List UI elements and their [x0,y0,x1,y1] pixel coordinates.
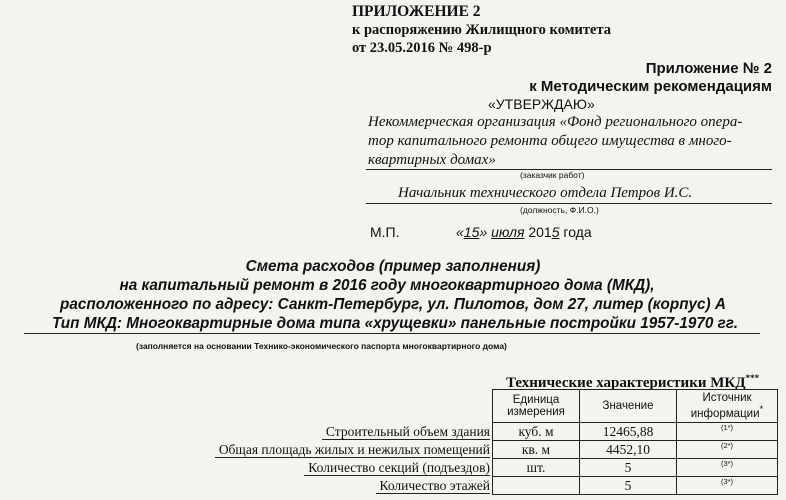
row-label-cell [14,477,493,495]
table-header-row [14,390,778,423]
date-month: июля [491,224,525,240]
table-row [14,459,778,477]
attachment-reference: к Методическим рекомендациям [529,78,772,95]
row-label: Общая площадь жилых и нежилых помещений [215,442,490,458]
appendix-heading: ПРИЛОЖЕНИЕ 2 [352,3,481,20]
column-header-source [677,390,778,423]
row-value: 5 [580,477,677,495]
column-source-label: Источник информации [690,392,760,420]
signatory-caption: (должность, Ф.И.О.) [520,205,599,215]
row-source: (3*) [677,459,778,477]
stamp-label: М.П. [370,224,400,240]
column-header-value [580,390,677,423]
row-source: (3*) [677,477,778,495]
table-row [14,477,778,495]
row-label-cell [14,423,493,441]
row-unit: куб. м [493,423,580,441]
row-unit: шт. [493,459,580,477]
row-value: 4452,10 [580,441,677,459]
approval-date [456,224,592,240]
date-year-prefix: 201 [528,224,552,240]
attachment-number: Приложение № 2 [645,60,772,77]
table-row [14,441,778,459]
signatory-underline [366,203,772,204]
row-label: Количество секций (подъездов) [304,460,490,476]
column-source-mark: * [759,404,764,416]
date-day: 15 [463,224,480,240]
row-label-cell [14,459,493,477]
row-unit [493,477,580,495]
signatory-name: Начальник технического отдела Петров И.С. [398,185,693,201]
estimate-title: Смета расходов (пример заполнения) [245,258,541,275]
column-unit-label: Единица измерения [507,394,565,418]
date-word: года [563,224,592,240]
customer-org-line: квартирных домах» [368,152,496,168]
column-value-label: Значение [602,400,654,412]
row-label: Количество этажей [376,478,491,494]
row-value: 12465,88 [580,423,677,441]
header-blank-cell [14,390,493,423]
row-value: 5 [580,459,677,477]
tech-characteristics-table [14,389,778,495]
building-type: Тип МКД: Многоквартирные дома типа «хрущевки» панельные постройки 1957-1970 гг. [52,315,738,332]
order-date-number: от 23.05.2016 № 498-р [352,40,492,56]
date-year-suffix: 5 [551,224,560,240]
table-row [14,423,778,441]
title-underline [24,333,760,334]
row-label-cell [14,441,493,459]
estimate-address: расположенного по адресу: Санкт-Петербург, ул. Пилотов, дом 27, литер (корпус) А [60,296,726,313]
tech-title-mark: *** [745,373,760,383]
customer-org-line: Некоммерческая организация «Фонд регионального опера- [368,114,743,130]
row-source: (1*) [677,423,778,441]
customer-org-line: тор капитального ремонта общего имущества в много- [368,133,732,149]
row-unit: кв. м [493,441,580,459]
customer-caption: (заказчик работ) [520,170,585,180]
row-label: Строительный объем здания [322,424,490,440]
fill-note: (заполняется на основании Технико-экономического паспорта многоквартирного дома) [136,341,507,351]
tech-title-text: Технические характеристики МКД [506,375,746,391]
order-reference: к распоряжению Жилищного комитета [352,22,612,38]
approval-heading: «УТВЕРЖДАЮ» [488,96,595,112]
date-close-quote: » [479,224,488,240]
column-header-unit [493,390,580,423]
date-open-quote: « [456,224,464,240]
row-source: (2*) [677,441,778,459]
estimate-subtitle: на капитальный ремонт в 2016 году многоквартирного дома (МКД), [119,277,655,294]
